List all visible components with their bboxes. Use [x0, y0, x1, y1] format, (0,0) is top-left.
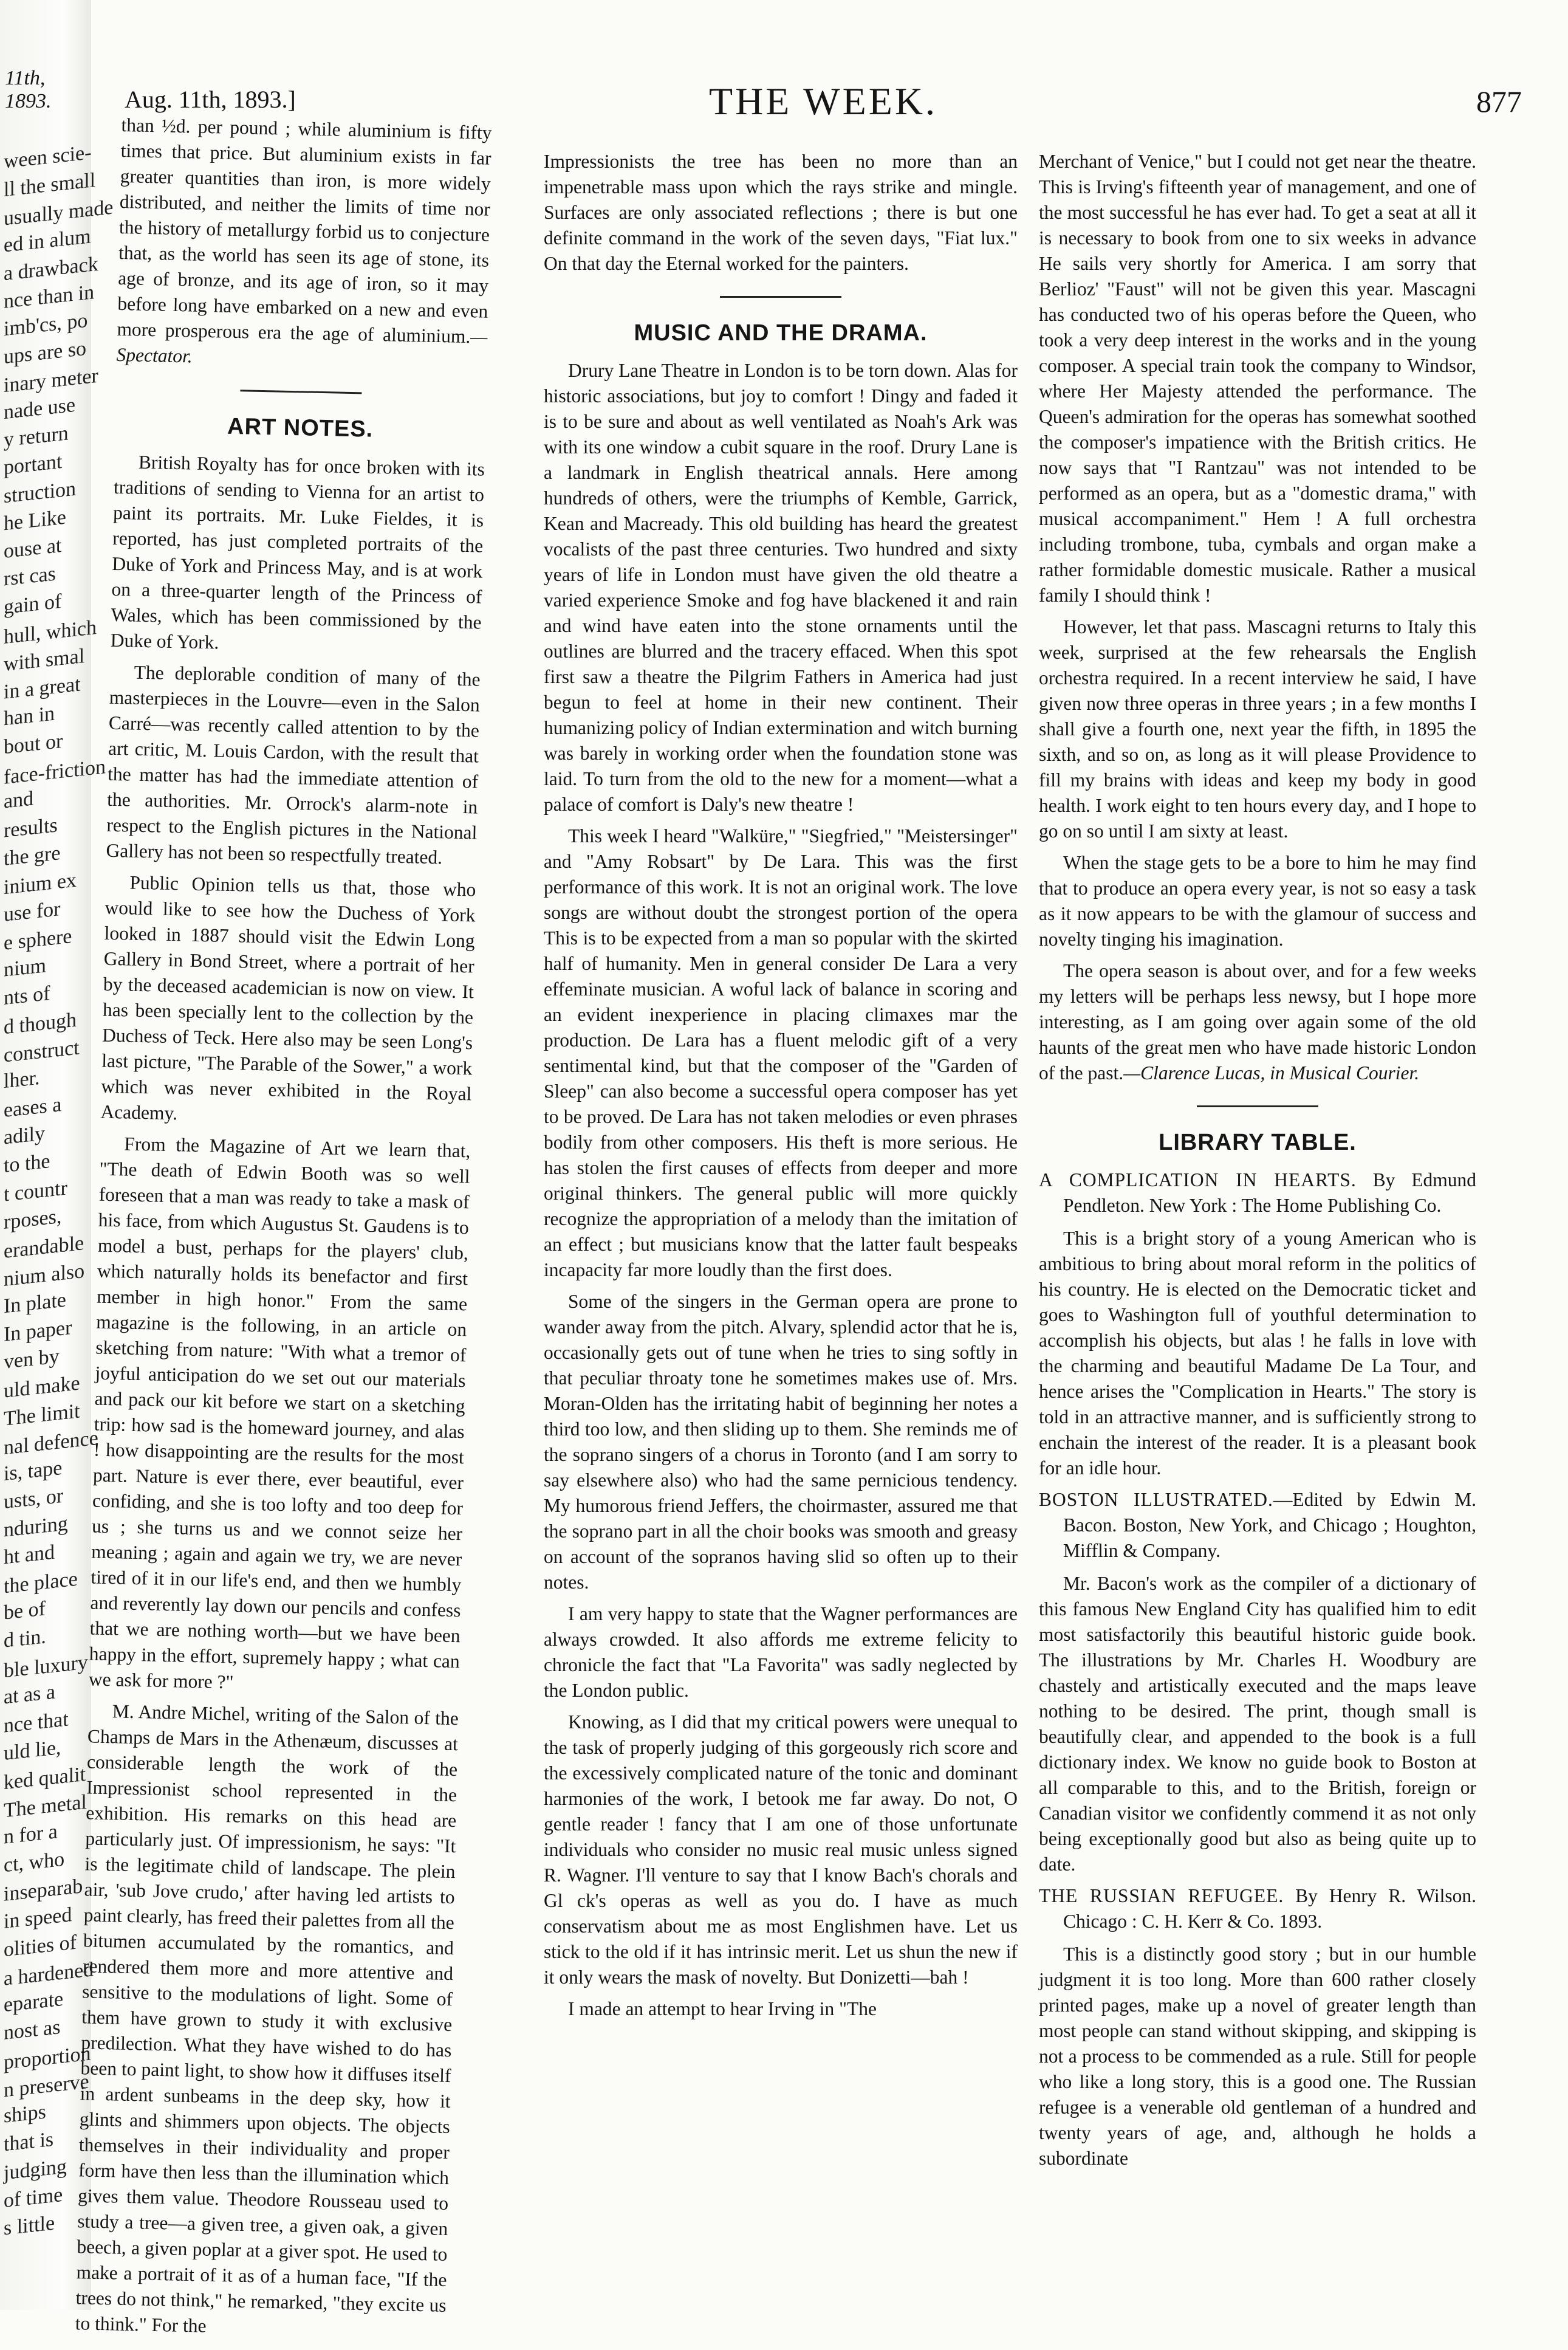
facing-page-fragment: the place: [4, 1567, 78, 1598]
aluminium-signature: —Spectator.: [116, 326, 488, 367]
facing-page-fragment: bout or: [4, 729, 63, 759]
facing-page-fragment: In paper: [4, 1316, 72, 1346]
facing-page-fragment: portant: [4, 450, 63, 479]
facing-page-fragment: inium ex: [4, 868, 77, 899]
facing-page-fragment: ked qualit: [4, 1762, 86, 1795]
facing-page-fragment: ed in alum: [4, 225, 91, 257]
facing-page-fragment: uld make: [4, 1372, 80, 1403]
facing-page-fragment: n preserve: [4, 2070, 89, 2102]
music-paragraph: Knowing, as I did that my critical powers were unequal to the task of properly judging of this gorgeously rich score and the excessively complicated nature of the tonic and dominant harmonies of the work, I betook me far away. Do not, O gentle reader ! fancy that I am one of those unfortunate individuals who consider no music real music unless signed R. Wagner. I'll venture to say that I know Bach's chorals and Gl ck's operas as well as you do. I have as much conservatism about me as most Englishmen have. Let us stick to the old if it has intrinsic merit. Let us shun the new if it only wears the mask of novelty. But Donizetti—bah !: [544, 1711, 1018, 1988]
facing-page-fragment: ble luxury: [4, 1651, 88, 1683]
art-notes-continuation: Impressionists the tree has been no more than an impenetrable mass upon which the rays strike and mingle. Surfaces are only associated reflections ; there is but one definite command in the work of the seven days, "Fiat lux." On that day the Eternal worked for the painters.: [544, 151, 1018, 274]
facing-page-fragment: uld lie,: [4, 1736, 61, 1765]
book-review: This is a distinctly good story ; but in our humble judgment it is too long. More than 600 rather closely printed pages, make up a novel of greater length than most people can stand without skipping, and skipping is not a process to be commended as a rule. Still for people who like a long story, this is a good one. The Russian refugee is a venerable old gentleman of a hundred and twenty years of age, and, although he holds a subordinate: [1039, 1943, 1476, 2169]
music-paragraph: I am very happy to state that the Wagner performances are always crowded. It also affords me extreme felicity to chronicle the fact that "La Favorita" was sadly neglected by the London public.: [544, 1603, 1018, 1701]
facing-page-fragment: use for: [4, 898, 61, 926]
music-paragraph: When the stage gets to be a bore to him he may find that to produce an opera every year, is not so easy a task as it now appears to be with the glamour of success and novelty tinging his imagination.: [1039, 852, 1476, 950]
facing-page-fragment: y return: [4, 422, 69, 452]
facing-page-fragment: The metal: [4, 1790, 87, 1823]
facing-page-fragment: nce than in: [4, 281, 95, 313]
facing-page-fragment: ships: [4, 2100, 46, 2128]
art-paragraph: M. Andre Michel, writing of the Salon of the Champs de Mars in the Athenæum, discusses at considerable length the work of the Impressionist school represented in the exhibition. His remarks on this head are particularly just. Of impressionism, he says: "It is the legitimate child of landscape. The plein air, 'sub Jove crudo,' after having led artists to paint clearly, has freed their palettes from all the bitumen accumulated by the romantics, and rendered them more and more attentive and sensitive to the modulations of light. Some of them have grown to study it with exclusive predilection. What they have wished to do has been to paint light, to show how it diffuses itself in ardent sunbeams in the deep sky, how it glints and shimmers upon objects. The objects themselves in their individuality and proper form have then less than the illumination which gives them value. Theodore Rousseau used to study a tree—a given tree, a given oak, a given beech, a given poplar at a giver spot. He used to make a portrait of it as of a human face, "If the trees do not think," he remarked, "they excite us to think." For the: [75, 1700, 459, 2337]
music-drama-heading: MUSIC AND THE DRAMA.: [634, 320, 928, 346]
music-paragraph: [1039, 958, 1476, 1086]
aluminium-article-end: [116, 112, 492, 376]
facing-page-fragment: t countr: [4, 1177, 67, 1206]
facing-page-fragment: eparate: [4, 1987, 64, 2017]
facing-page-fragment: ct, who: [4, 1847, 65, 1877]
facing-page-fragment: d though: [4, 1008, 77, 1039]
facing-page-fragment: d tin.: [4, 1625, 46, 1652]
facing-page-fragment: hull, which: [4, 616, 97, 649]
book-imprint: —Edited by Edwin M. Bacon. Boston, New York, and Chicago ; Houghton, Mifflin & Company.: [1063, 1489, 1476, 1561]
book-entry-title: [1039, 1883, 1476, 1934]
facing-page-fragment: at as a: [4, 1680, 55, 1709]
book-entry-title: [1039, 1167, 1476, 1218]
art-notes-heading: ART NOTES.: [227, 413, 374, 442]
facing-page-fragment: e sphere: [4, 925, 72, 955]
facing-page-fragment: that is: [4, 2128, 54, 2156]
facing-page-fragment: be of: [4, 1597, 46, 1624]
facing-page-fragment: with smal: [4, 645, 85, 676]
facing-page-fragment: a drawback: [4, 252, 98, 286]
facing-page-fragment: ween scie-: [4, 141, 92, 173]
facing-page-fragment: imb'cs, po: [4, 309, 88, 341]
facing-page-fragment: han in: [4, 702, 55, 730]
page-number: 877: [1476, 84, 1522, 119]
music-paragraph: Drury Lane Theatre in London is to be torn down. Alas for historic associations, but joy to comfort ! Dingy and faded it is to be sure and about as well ventilated as Noah's Ark was with its one window a cubit square in the roof. Drury Lane is a landmark in English theatrical annals. Here among hundreds of others, were the triumphs of Kemble, Garrick, Kean and Macready. This old building has heard the greatest vocalists of the past three centuries. Two hundred and sixty years of life in London must have given the old theatre a varied experience Smoke and fog have blackened it and rain and wind have eaten into the stone ornaments until the outlines are blurred and the tracery effaced. When this spot first saw a theatre the Pilgrim Fathers in America had just begun to feel at home in their new continent. Their humanizing policy of Indian extermination and witch burning was barely in working order when the foundation stone was laid. To turn from the old to the new for a moment—what a palace of comfort is Daly's new theatre !: [544, 360, 1018, 815]
facing-page-fragment: inary meter: [4, 364, 98, 397]
section-divider: [1039, 1097, 1476, 1113]
book-entry-title: [1039, 1487, 1476, 1564]
issue-date: Aug. 11th, 1893.]: [125, 86, 296, 113]
facing-page-fragment: In plate: [4, 1288, 66, 1318]
music-continuation: Merchant of Venice," but I could not get near the theatre. This is Irving's fifteenth year of management, and one of the most successful he has ever had. To get a seat at all it is necessary to book from one to six weeks in advance He sails very shortly for America. I am sorry that Berlioz' "Faust" will not be given this year. Mascagni has conducted two of his operas before the Queen, who took a very deep interest in the works and in the young composer. A special train took the company to Windsor, where Her Majesty attended the performance. The Queen's admiration for the operas has somewhat soothed the composer's impatience with the British critics. He now says that "I Rantzau" was not intended to be performed as an opera, but as a "domestic drama," with musical accompaniment." Hem ! A full orchestra including trombone, tuba, cymbals and organ make a rather formidable domestic musicale. Rather a musical family I should think !: [1039, 151, 1476, 606]
facing-page-fragment: proportion: [4, 2042, 91, 2074]
facing-page-fragment: ht and: [4, 1541, 55, 1569]
column-3: [1039, 149, 1476, 2177]
facing-page-fragment: construct: [4, 1036, 80, 1067]
art-paragraph: The deplorable condition of many of the masterpieces in the Louvre—even in the Salon Carré—was recently called attention to by the art critic, M. Louis Cardon, with the result that the matter has had the immediate attention of the authorities. Mr. Orrock's alarm-note in respect to the English pictures in the National Gallery has not been so respectfully treated.: [106, 661, 481, 868]
facing-page-fragment: and: [4, 787, 34, 813]
art-paragraph: British Royalty has for once broken with its traditions of sending to Vienna for an artist to paint its portraits. Mr. Luke Fieldes, it is reported, has just completed portraits of the Duke of York and Princess May, and is at work on a three-quarter length of the Princess of Wales, which has been commissioned by the Duke of York.: [110, 451, 485, 653]
facing-page-fragment: he Like: [4, 506, 66, 535]
music-signature: —Clarence Lucas, in Musical Courier.: [1123, 1062, 1420, 1084]
facing-page-fragment: inseparab: [4, 1875, 83, 1906]
facing-page-fragment: nium also: [4, 1260, 85, 1291]
facing-page-fragment: nost as: [4, 2016, 61, 2044]
facing-page-fragment: results: [4, 814, 58, 842]
facing-page-fragment: nade use: [4, 393, 76, 424]
facing-page-fragment: rposes,: [4, 1204, 62, 1234]
facing-page-fragment: ll the small: [4, 169, 96, 201]
facing-page-fragment: The limit: [4, 1400, 80, 1431]
facing-page-fragment: lher.: [4, 1066, 40, 1093]
music-paragraph: However, let that pass. Mascagni returns to Italy this week, surprised at the few rehearsals the English orchestra required. In a recent interview he said, I have given now three operas in three years ; in a few months I shall give a fourth one, next year the fifth, in 1895 the sixth, and so on, as long as it will please Providence to fill my brains with ideas and keep my body in good health. I work eight to ten hours every day, and I hope to go on so until I am sixty at least.: [1039, 616, 1476, 842]
facing-page-date: 11th, 1893.: [5, 67, 52, 112]
book-imprint: By Henry R. Wilson. Chicago : C. H. Kerr & Co. 1893.: [1063, 1885, 1477, 1932]
facing-page-fragment: a hardened: [4, 1958, 94, 1990]
book-review: This is a bright story of a young American who is ambitious to bring about moral reform in the politics of his country. He is elected on the Democratic ticket and goes to Washington full of youthful determination to accomplish his objects, but alas ! he falls in love with the charming and beautiful Madame De La Tour, and hence arises the "Complication in Hearts." The story is told in an attractive manner, and is sufficiently strong to enchain the interest of the reader. It is a pleasant book for an idle hour.: [1039, 1228, 1476, 1479]
facing-page-gutter: [0, 0, 114, 2310]
music-closing-text: The opera season is about over, and for a few weeks my letters will be perhaps less newsy, but I hope more interesting, as I am going over again some of the old haunts of the great men who have made historic London of the past.: [1039, 960, 1476, 1084]
facing-page-fragment: nts of: [4, 981, 50, 1010]
masthead-title: THE WEEK.: [708, 80, 938, 123]
column-2: [544, 149, 1018, 2028]
facing-page-fragment: usually made: [4, 196, 114, 230]
facing-page-fragment: ups are so: [4, 337, 86, 369]
facing-page-fragment: s little: [4, 2211, 55, 2240]
book-title: THE RUSSIAN REFUGEE.: [1039, 1885, 1284, 1906]
music-paragraph: I made an attempt to hear Irving in "The: [568, 1998, 877, 2019]
library-table-heading: LIBRARY TABLE.: [1159, 1130, 1357, 1155]
facing-page-fragment: rst cas: [4, 562, 56, 591]
art-paragraph: Public Opinion tells us that, those who would like to see how the Duchess of York looked in 1887 should visit the Edwin Long Gallery in Bond Street, where a portrait of her by the deceased academician is now on view. It has been specially lent to the collection by the Duchess of Teck. Here also may be seen Long's last picture, "The Parable of the Sower," a work which was never exhibited in the Royal Academy.: [100, 871, 476, 1124]
facing-page-fragment: nium: [4, 954, 46, 981]
facing-page-fragment: in a great: [4, 673, 81, 704]
book-title: BOSTON ILLUSTRATED.: [1039, 1489, 1273, 1510]
facing-page-fragment: nal defence: [4, 1426, 98, 1460]
facing-page-fragment: struction: [4, 477, 76, 508]
facing-page-fragment: judging: [4, 2155, 67, 2185]
facing-page-fragment: ouse at: [4, 534, 62, 563]
facing-page-fragment: nce that: [4, 1708, 69, 1737]
facing-page-fragment: gain of: [4, 589, 62, 619]
book-review: Mr. Bacon's work as the compiler of a dictionary of this famous New England City has qualified him to edit most satisfactorily this beautiful historic guide book. The illustrations by Mr. Charles H. Woodbury are chastely and artistically executed and the maps leave nothing to be desired. The print, though small is beautifully clear, and appended to the book is a full dictionary index. We know no guide book to Boston at all comparable to this, and to the British, foreign or Canadian visitor we confidently commend it as not only being exceptionally good but also as being quite up to date.: [1039, 1573, 1476, 1875]
facing-page-fragment: to the: [4, 1149, 50, 1178]
facing-page-fragment: adily: [4, 1122, 45, 1149]
section-divider: [115, 379, 486, 402]
facing-page-fragment: ven by: [4, 1345, 60, 1373]
art-paragraph: From the Magazine of Art we learn that, "The death of Edwin Booth was so well foreseen that a man was ready to take a mask of his face, from which Augustus St. Gaudens is to model a bust, perhaps for the players' club, which naturally holds its benefactor and first member in high honor." From the same magazine is the following, in an article on sketching from nature: "With what a tremor of joyful anticipation do we set out our materials and pack our kit before we start on a sketching trip: how sad is the homeward journey, and alas ! how disappointing are the results for the most part. Nature is ever there, ever beautiful, ever confiding, and she is too lofty and too deep for us ; she turns us and we connot seize her meaning ; again and again we try, we are never tired of it in our life's end, and then we humbly and reverently lay down our pencils and confess that we are nothing worth—but we have been happy in the effort, supremely happy ; what can we ask for more ?": [88, 1133, 471, 1693]
column-1: [75, 112, 492, 2350]
music-paragraph: Some of the singers in the German opera are prone to wander away from the pitch. Alvary, splendid actor that he is, occasionally gets out of tune when he tries to sing softly in that peculiar throaty tone he sometimes makes use of. Mrs. Moran-Olden has the irritating habit of beginning her notes a third too low, and then sliding up to them. She reminds me of the soprano singers of a chorus in Toronto (and I am sorry to say elsewhere also) who had the same pernicious tendency. My humorous friend Jeffers, the choirmaster, assured me that the soprano part in all the choir books was smooth and greasy on account of the sopranos having slid so often up to their notes.: [544, 1291, 1018, 1593]
facing-page-fragment: of time: [4, 2183, 63, 2213]
facing-page-fragment: erandable: [4, 1232, 84, 1263]
facing-page-fragment: usts, or: [4, 1484, 64, 1514]
section-divider: [544, 287, 1018, 303]
facing-page-fragment: n for a: [4, 1820, 58, 1849]
facing-page-fragment: in speed: [4, 1903, 72, 1933]
book-imprint: By Edmund Pendleton. New York : The Home Publishing Co.: [1063, 1169, 1476, 1216]
facing-page-fragment: olities of: [4, 1931, 77, 1962]
facing-page-fragment: eases a: [4, 1093, 62, 1122]
facing-page-fragment: face-friction: [4, 755, 106, 789]
book-title: A COMPLICATION IN HEARTS.: [1039, 1169, 1357, 1190]
facing-page-fragment: the gre: [4, 842, 61, 870]
aluminium-text: than ½d. per pound ; while aluminium is fifty times that price. But aluminium exists in far greater quantities than iron, is more widely distributed, and neither the limits of time nor the history of metallurgy forbid us to conjecture that, as the world has seen its age of stone, its age of bronze, and its age of iron, so it may before long have embarked on a new and even more prosperous era the age of aluminium.: [117, 114, 492, 348]
facing-page-fragment: nduring: [4, 1512, 68, 1542]
facing-page-fragment: is, tape: [4, 1456, 63, 1486]
music-paragraph: This week I heard "Walküre," "Siegfried," "Meistersinger" and "Amy Robsart" by De Lara. This was the first performance of this work. It is not an original work. The love songs are without doubt the strongest portion of the opera This is to be expected from a man so popular with the skirted half of humanity. Men in general consider De Lara a very effeminate musician. A woful lack of balance in scoring and an evident inexperience in placing climaxes mar the production. De Lara has a fluent melodic gift of a very sentimental kind, but that the composer of the "Garden of Sleep" can also become a successful opera composer has yet to be proved. De Lara has not taken melodies or even phrases bodily from other composers. His theft is more serious. He has stolen the first causes of effects from deeper and more original thinkers. The general public will more quickly recognize the appropriation of a melody than the imitation of an effect ; but musicians know that the latter fault bespeaks incapacity far more loudly than the first does.: [544, 825, 1018, 1280]
